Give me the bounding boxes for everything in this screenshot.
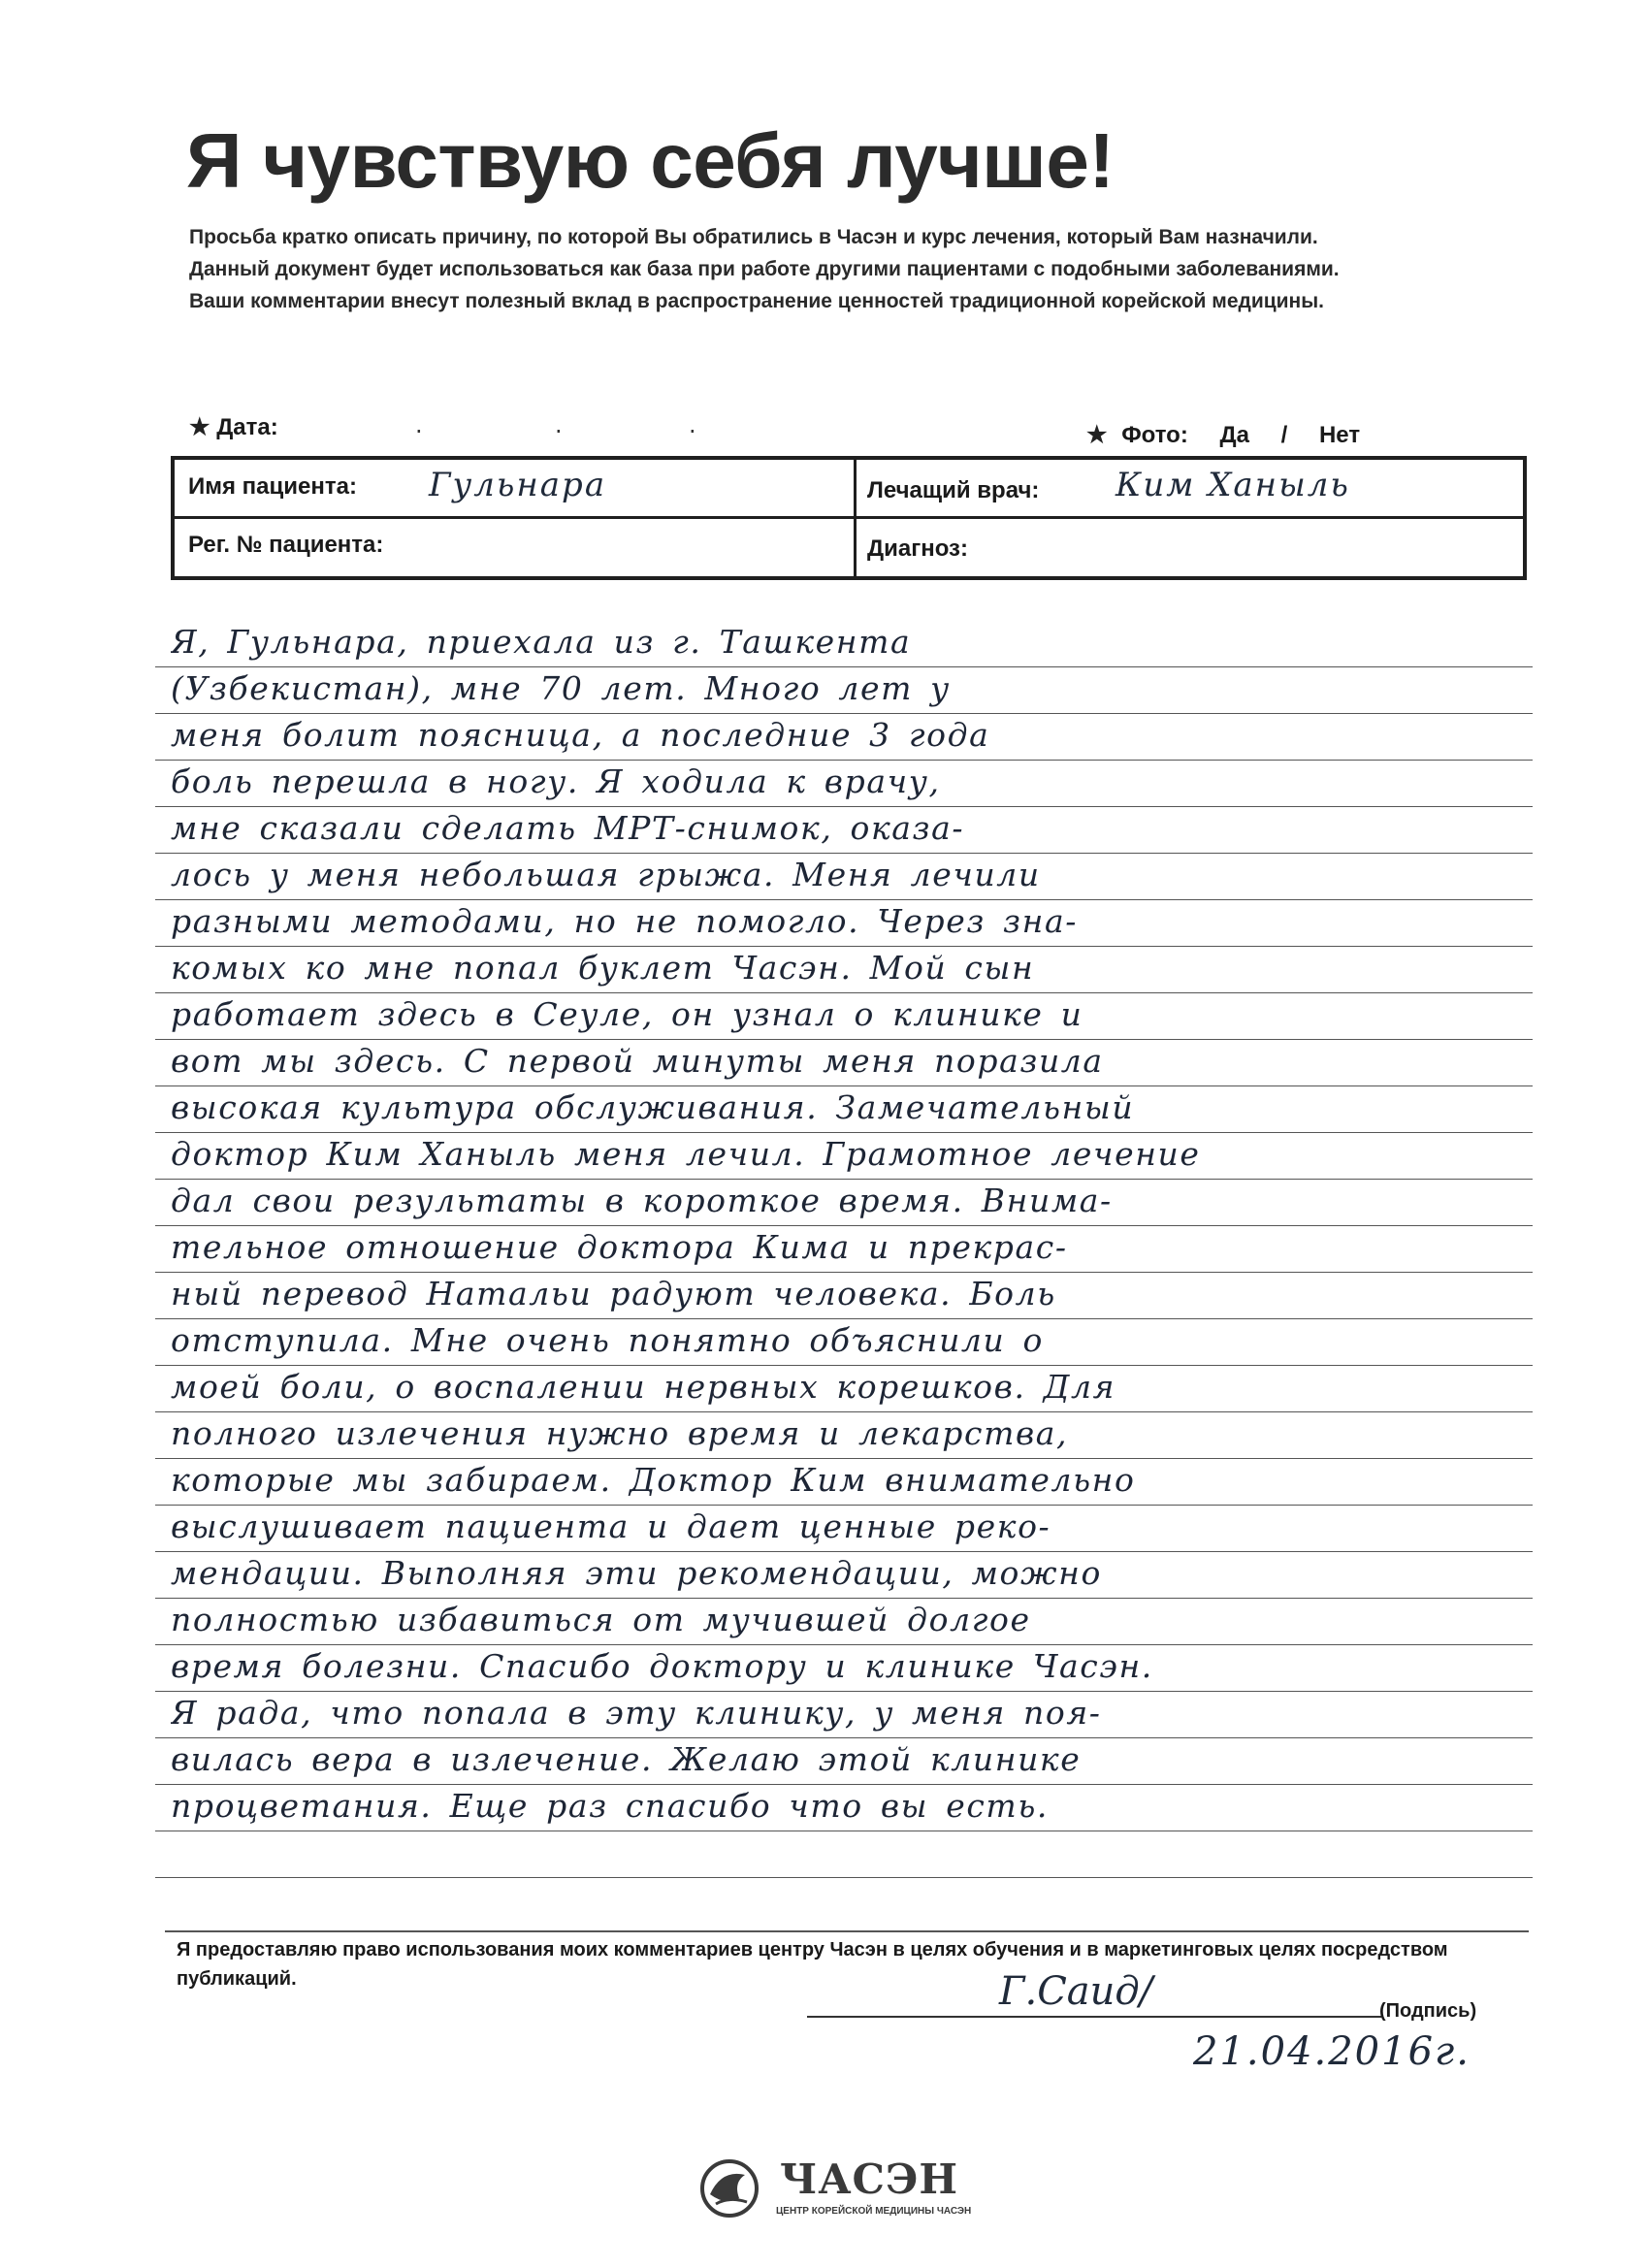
testimonial-line: работает здесь в Сеуле, он узнал о клинике и bbox=[171, 995, 1083, 1033]
intro-line: Просьба кратко описать причину, по которой Вы обратились в Часэн и курс лечения, который Вам назначили. bbox=[189, 226, 1318, 248]
signature: Г.Саид/ bbox=[999, 1969, 1153, 2014]
photo-label: Фото: bbox=[1121, 422, 1188, 448]
intro-line: Данный документ будет использоваться как база при работе другими пациентами с подобными заболеваниями. bbox=[189, 258, 1340, 280]
date-separator: . bbox=[555, 411, 563, 438]
testimonial-line: дал свои результаты в короткое время. Внима- bbox=[171, 1182, 1113, 1219]
star-icon: ★ bbox=[1086, 422, 1108, 448]
testimonial-line: боль перешла в ногу. Я ходила к врачу, bbox=[171, 762, 941, 800]
star-icon: ★ bbox=[189, 414, 210, 440]
signature-line bbox=[807, 2016, 1381, 2018]
testimonial-line: разными методами, но не помогло. Через зна- bbox=[171, 902, 1079, 940]
testimonial-line: мне сказали сделать МРТ-снимок, оказа- bbox=[171, 809, 965, 847]
testimonial-line: комых ко мне попал буклет Часэн. Мой сын bbox=[171, 949, 1035, 987]
testimonial-line: вот мы здесь. С первой минуты меня поразила bbox=[171, 1042, 1104, 1080]
date-label: Дата: bbox=[216, 414, 278, 440]
doctor-label: Лечащий врач: bbox=[867, 477, 1040, 503]
date-field bbox=[189, 413, 278, 441]
testimonial-line: тельное отношение доктора Кима и прекрас- bbox=[171, 1228, 1068, 1266]
consent-text: Я предоставляю право использования моих комментариев центру Часэн в целях обучения и в маркетинговых целях посредством публикаций. bbox=[177, 1939, 1448, 1990]
photo-slash: / bbox=[1280, 422, 1288, 448]
testimonial-line: время болезни. Спасибо доктору и клинике Часэн. bbox=[171, 1647, 1153, 1685]
chaseng-logo-icon bbox=[696, 2157, 764, 2219]
testimonial-line: мендации. Выполняя эти рекомендации, можно bbox=[171, 1554, 1102, 1592]
patient-name-label: Имя пациента: bbox=[188, 473, 357, 500]
testimonial-line: высокая культура обслуживания. Замечательный bbox=[171, 1088, 1135, 1126]
patient-info-table bbox=[171, 456, 1527, 580]
testimonial-line: полностью избавиться от мучившей долгое bbox=[171, 1601, 1031, 1638]
testimonial-line: отступила. Мне очень понятно объяснили о bbox=[171, 1321, 1044, 1359]
page-title: Я чувствую себя лучше! bbox=[186, 117, 1115, 204]
table-divider bbox=[854, 460, 857, 576]
date-separator: . bbox=[689, 411, 696, 438]
photo-field bbox=[1086, 421, 1368, 449]
testimonial-line: вилась вера в излечение. Желаю этой клинике bbox=[171, 1740, 1082, 1778]
photo-yes-option: Да bbox=[1219, 422, 1249, 448]
testimonial-line: лось у меня небольшая грыжа. Меня лечили bbox=[171, 856, 1041, 893]
brand-subtitle: ЦЕНТР КОРЕЙСКОЙ МЕДИЦИНЫ ЧАСЭН bbox=[776, 2206, 972, 2217]
footer-logo bbox=[696, 2154, 1007, 2221]
testimonial-line: которые мы забираем. Доктор Ким внимательно bbox=[171, 1461, 1136, 1499]
testimonial-line: полного излечения нужно время и лекарства, bbox=[171, 1414, 1069, 1452]
testimonial-line: (Узбекистан), мне 70 лет. Много лет у bbox=[171, 669, 951, 707]
reg-no-label: Рег. № пациента: bbox=[188, 532, 384, 558]
testimonial-line: ный перевод Натальи радуют человека. Боль bbox=[171, 1275, 1056, 1312]
testimonial-line: меня болит поясница, а последние 3 года bbox=[171, 716, 990, 754]
signature-label: (Подпись) bbox=[1379, 2000, 1477, 2022]
brand-name: ЧАСЭН bbox=[780, 2155, 959, 2203]
ruled-line bbox=[155, 1831, 1533, 1878]
testimonial-line: доктор Ким Ханыль меня лечил. Грамотное лечение bbox=[171, 1135, 1201, 1173]
date-separator: . bbox=[415, 411, 423, 438]
photo-no-option: Нет bbox=[1318, 422, 1361, 448]
consent-divider bbox=[165, 1930, 1529, 1932]
intro-text bbox=[189, 221, 1547, 317]
testimonial-line: Я рада, что попала в эту клинику, у меня поя- bbox=[171, 1694, 1102, 1732]
intro-line: Ваши комментарии внесут полезный вклад в распространение ценностей традиционной корейской медицины. bbox=[189, 290, 1325, 312]
doctor-value: Ким Ханыль bbox=[1116, 466, 1350, 504]
testimonial-line: Я, Гульнара, приехала из г. Ташкента bbox=[171, 623, 912, 661]
signed-date: 21.04.2016г. bbox=[1193, 2029, 1471, 2074]
diagnosis-label: Диагноз: bbox=[867, 535, 968, 562]
testimonial-line: моей боли, о воспалении нервных корешков. Для bbox=[171, 1368, 1116, 1406]
testimonial-line: выслушивает пациента и дает ценные реко- bbox=[171, 1507, 1051, 1545]
patient-name-value: Гульнара bbox=[429, 466, 607, 504]
testimonial-line: процветания. Еще раз спасибо что вы есть. bbox=[171, 1787, 1049, 1825]
table-divider bbox=[175, 516, 1523, 519]
